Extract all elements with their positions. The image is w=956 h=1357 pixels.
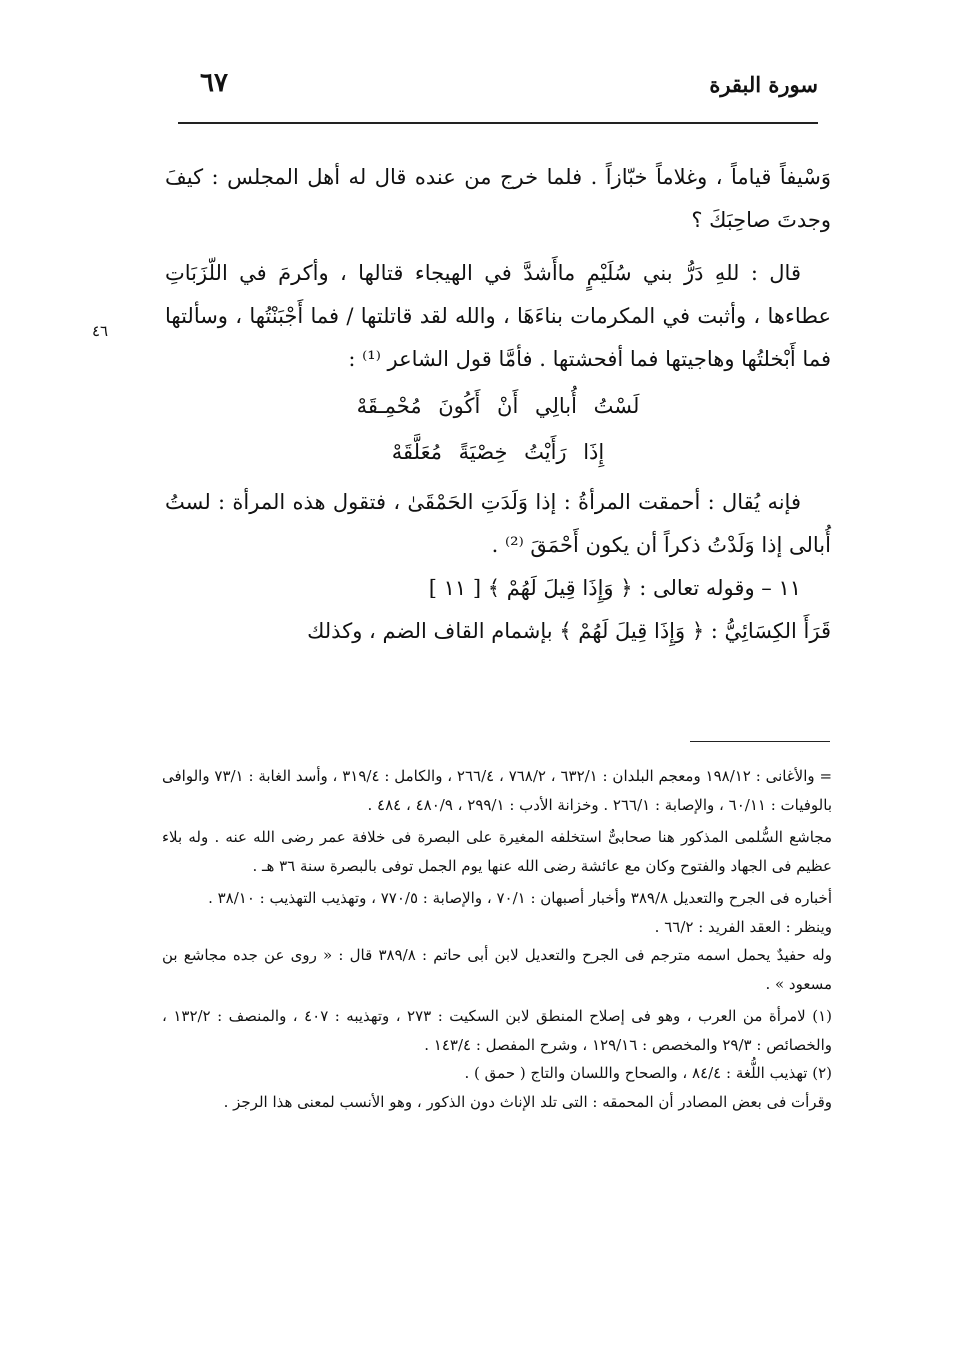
main-text bbox=[165, 156, 831, 653]
paragraph-5: قَرَأَ الكِسَائِيُّ : ﴿ وَإِذَا قِيلَ لَهُمْ ﴾ بإشمام القاف الضم ، وكذلك bbox=[307, 619, 831, 643]
footnote-grandson: وله حفيدٌ يحمل اسمه مترجم فى الجرح والتعديل لابن أبى حاتم : ٣٨٩/٨ قال : « روى عن جده مجاشع بن مسعود » . bbox=[162, 946, 832, 993]
header-rule bbox=[178, 122, 818, 124]
footnote-1: (١) لامرأة من العرب ، وهو فى إصلاح المنطق لابن السكيت : ٢٧٣ ، وتهذيبه : ٤٠٧ ، والمنصف : ١٣٢/٢ ، والخصائص : ٢٩/٣ والمخصص : ١٢٩/١٦ ، وشرح المفصل : ١٤٣/٤ . bbox=[162, 1007, 832, 1054]
poetry-verse bbox=[165, 383, 831, 475]
footnote-see-also: وينظر : العقد الفريد : ٦٦/٢ . bbox=[654, 917, 832, 936]
paragraph-gap bbox=[165, 242, 831, 252]
paragraph-2: قال : للهِ دَرُّ بني سُلَيْمٍ ماأَشدَّ في الهيجاء قتالها ، وأكرمَ في اللّزَبَاتِ عطاءها ، وأثبت في المكرمات بناءَهَا ، والله لقد قاتلتها / فما أَجْبَنْتُها ، وسألتها فما أَبْخلتُها وهاجيتها فما أفحشتها . فأمَّا قول الشاعر ⁽¹⁾ : bbox=[165, 261, 831, 371]
verse-line-1: لَسْتُ أُبالِي أَنْ أَكُونَ مُحْمِـقَهْ bbox=[356, 394, 640, 418]
paragraph-1: وَسْيفاً قياماً ، وغلاماً خبّازاً . فلما خرج من عنده قال له أهل المجلس : كيفَ وجدتَ صاحِبَكَ ؟ bbox=[165, 165, 831, 232]
footnote-2-note: وقرأت فى بعض المصادر أن المحمقه : التى تلد الإناث دون الذكور ، وهو الأنسب لمعنى هذا الرجز . bbox=[223, 1092, 832, 1111]
paragraph-3: فإنه يُقال : أحمقت المرأةُ : إذا وَلَدَتِ الحَمْقَىٰ ، فتقول هذه المرأة : لستُ أُبالى إذا وَلَدْتُ ذكراً أن يكون أَحْمَقَ ⁽²⁾ . bbox=[165, 490, 831, 557]
footnotes bbox=[162, 762, 832, 1116]
page-number: ٦٧ bbox=[200, 68, 228, 98]
verse-heading: ١١ – وقوله تعالى : ﴿ وَإِذَا قِيلَ لَهُمْ ﴾ [ ١١ ] bbox=[428, 576, 801, 600]
page-header bbox=[178, 68, 818, 108]
footnote-2: (٢) تهذيب اللُّغة : ٨٤/٤ ، والصحاح واللسان والتاج ( حمق ) . bbox=[464, 1064, 832, 1082]
verse-line-2: إِذَا رَأَيْتُ خِصْيَةً مُعَلَّقَهْ bbox=[391, 440, 605, 464]
footnote-mujashi-bio: مجاشع السُّلمى المذكور هنا صحابىٌّ استخلفه المغيرة على البصرة فى خلافة عمر رضى الله عنه . وله بلاء عظيم فى الجهاد والفتوح وكان مع عائشة رضى الله عنها يوم الجمل توفى بالبصرة سنة ٣٦ هـ . bbox=[162, 828, 832, 875]
footnote-rule bbox=[690, 741, 830, 742]
footnote-mujashi-sources: أخباره فى الجرح والتعديل ٣٨٩/٨ وأخبار أصبهان : ٧٠/١ ، والإصابة : ٧٧٠/٥ ، وتهذيب التهذيب : ٣٨/١٠ . bbox=[208, 889, 832, 907]
margin-page-reference: ٤٦ bbox=[92, 322, 109, 340]
running-title: سورة البقرة bbox=[709, 72, 818, 97]
footnote-continuation: = والأغانى : ١٩٨/١٢ ومعجم البلدان : ٦٣٢/١ ، ٧٦٨/٢ ، ٢٦٦/٤ ، والكامل : ٣١٩/٤ ، وأسد الغابة : ٧٣/١ والوافى بالوفيات : ٦٠/١١ ، والإصابة : ٢٦٦/١ . وخزانة الأدب : ٢٩٩/١ ، ٤٨٠/٩ ، ٤٨٤ . bbox=[162, 767, 833, 814]
